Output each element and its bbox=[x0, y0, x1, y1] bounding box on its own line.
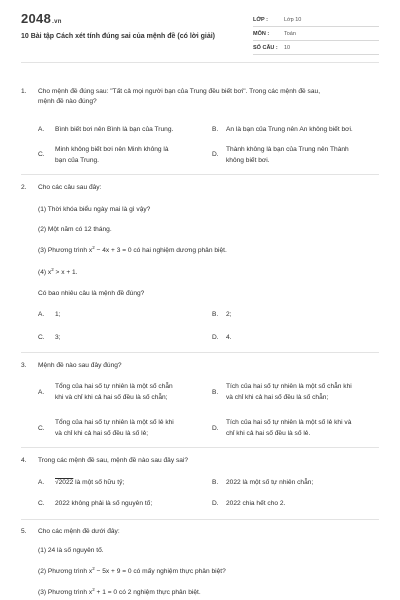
q4-option-c: 2022 không phải là số nguyên tố; bbox=[55, 500, 153, 507]
divider-4 bbox=[21, 519, 379, 520]
meta-grade bbox=[253, 14, 379, 27]
divider-3 bbox=[21, 447, 379, 448]
q1-option-a-letter: A. bbox=[38, 126, 45, 133]
q3-option-a-line2: khi và chỉ khi cả hai số đều là số chẵn; bbox=[55, 394, 168, 401]
q3-option-b-letter: B. bbox=[212, 389, 219, 396]
q3-option-a-letter: A. bbox=[38, 389, 45, 396]
q2-option-d: 4. bbox=[226, 334, 232, 341]
q3-option-c-line2: và chỉ khi cả hai số đều là số lẻ; bbox=[55, 430, 149, 437]
meta-count-value: 10 bbox=[284, 45, 291, 51]
q1-number: 1. bbox=[21, 88, 27, 95]
meta-grade-key: LỚP : bbox=[253, 17, 268, 23]
q3-option-d-line1: Tích của hai số tự nhiên là một số lẻ khi và bbox=[226, 419, 352, 426]
q3-option-c-line1: Tổng của hai số tự nhiên là một số lẻ khi bbox=[55, 419, 174, 426]
meta-subject-value: Toán bbox=[284, 31, 296, 37]
q1-option-d-line2: không biết bơi. bbox=[226, 157, 270, 164]
q2-question: Có bao nhiêu câu là mệnh đề đúng? bbox=[38, 290, 145, 297]
header-divider bbox=[21, 62, 379, 63]
q2-statement-1: (1) Thời khóa biểu ngày mai là gì vậy? bbox=[38, 206, 151, 213]
meta-subject bbox=[253, 28, 379, 41]
q2-statement-4: (4) $x^2 > x + 1$. bbox=[38, 266, 78, 276]
q1-stem-line2: mệnh đề nào đúng? bbox=[38, 98, 97, 105]
meta-subject-key: MÔN : bbox=[253, 31, 270, 37]
q1-option-b: An là bạn của Trung nên An không biết bơi. bbox=[226, 126, 353, 133]
q5-statement-2: (2) Phương trình $x^2 - 5x + 9 = 0$ có mấy nghiệm thực phân biệt? bbox=[38, 565, 226, 575]
q2-statement-2: (2) Một năm có 12 tháng. bbox=[38, 226, 112, 233]
q2-option-a: 1; bbox=[55, 311, 61, 318]
divider-2 bbox=[21, 352, 379, 353]
q2-option-d-letter: D. bbox=[212, 334, 219, 341]
q4-stem: Trong các mệnh đề sau, mệnh đề nào sau đây sai? bbox=[38, 457, 189, 464]
q3-option-c-letter: C. bbox=[38, 425, 45, 432]
q4-option-b: 2022 là một số tự nhiên chẵn; bbox=[226, 479, 314, 486]
q1-option-d-letter: D. bbox=[212, 151, 219, 158]
q5-stem: Cho các mệnh đề dưới đây: bbox=[38, 528, 120, 535]
q4-option-a-letter: A. bbox=[38, 479, 45, 486]
document-title: 10 Bài tập Cách xét tính đúng sai của mệnh đề (có lời giải) bbox=[21, 33, 216, 40]
q3-stem: Mệnh đề nào sau đây đúng? bbox=[38, 362, 122, 369]
q2-option-b-letter: B. bbox=[212, 311, 219, 318]
q3-option-b-line2: và chỉ khi cả hai số đều là số chẵn; bbox=[226, 394, 329, 401]
divider-1 bbox=[21, 174, 379, 175]
q1-option-c-letter: C. bbox=[38, 151, 45, 158]
q1-option-b-letter: B. bbox=[212, 126, 219, 133]
q3-number: 3. bbox=[21, 362, 27, 369]
q2-option-b: 2; bbox=[226, 311, 232, 318]
q2-statement-3: (3) Phương trình $x^2 - 4x + 3 = 0$ có hai nghiệm dương phân biệt. bbox=[38, 244, 227, 254]
q3-option-b-line1: Tích của hai số tự nhiên là một số chẵn khi bbox=[226, 383, 352, 390]
q3-option-a-line1: Tổng của hai số tự nhiên là một số chẵn bbox=[55, 383, 173, 390]
q4-option-c-letter: C. bbox=[38, 500, 45, 507]
meta-grade-value: Lớp 10 bbox=[284, 17, 302, 23]
q5-number: 5. bbox=[21, 528, 27, 535]
q2-option-c: 3; bbox=[55, 334, 61, 341]
q3-option-d-line2: chỉ khi cả hai số đều là số lẻ. bbox=[226, 430, 311, 437]
q4-option-d-letter: D. bbox=[212, 500, 219, 507]
q4-number: 4. bbox=[21, 457, 27, 464]
q5-statement-1: (1) 24 là số nguyên tố. bbox=[38, 547, 104, 554]
q4-option-b-letter: B. bbox=[212, 479, 219, 486]
q2-option-c-letter: C. bbox=[38, 334, 45, 341]
q4-option-a: √2022 là một số hữu tỷ; bbox=[55, 479, 125, 486]
q3-option-d-letter: D. bbox=[212, 425, 219, 432]
meta-count bbox=[253, 42, 379, 55]
q5-statement-3: (3) Phương trình $x^2 + 1 = 0$ có 2 nghiệm thực phân biệt. bbox=[38, 586, 201, 596]
q4-option-d: 2022 chia hết cho 2. bbox=[226, 500, 286, 507]
q2-stem: Cho các câu sau đây: bbox=[38, 184, 102, 191]
site-logo[interactable]: 2048.vn bbox=[21, 11, 62, 26]
q2-option-a-letter: A. bbox=[38, 311, 45, 318]
q1-option-d-line1: Thành không là bạn của Trung nên Thành bbox=[226, 146, 349, 153]
q1-stem-line1: Cho mệnh đề đúng sau: "Tất cả mọi người bạn của Trung đều biết bơi". Trong các mệnh đề sau, bbox=[38, 88, 321, 95]
q1-option-c-line1: Minh không biết bơi nên Minh không là bbox=[55, 146, 169, 153]
header bbox=[0, 0, 400, 62]
q1-option-a: Bình biết bơi nên Bình là bạn của Trung. bbox=[55, 126, 174, 133]
q2-number: 2. bbox=[21, 184, 27, 191]
meta-count-key: SỐ CÂU : bbox=[253, 45, 278, 51]
q1-option-c-line2: bạn của Trung. bbox=[55, 157, 99, 164]
